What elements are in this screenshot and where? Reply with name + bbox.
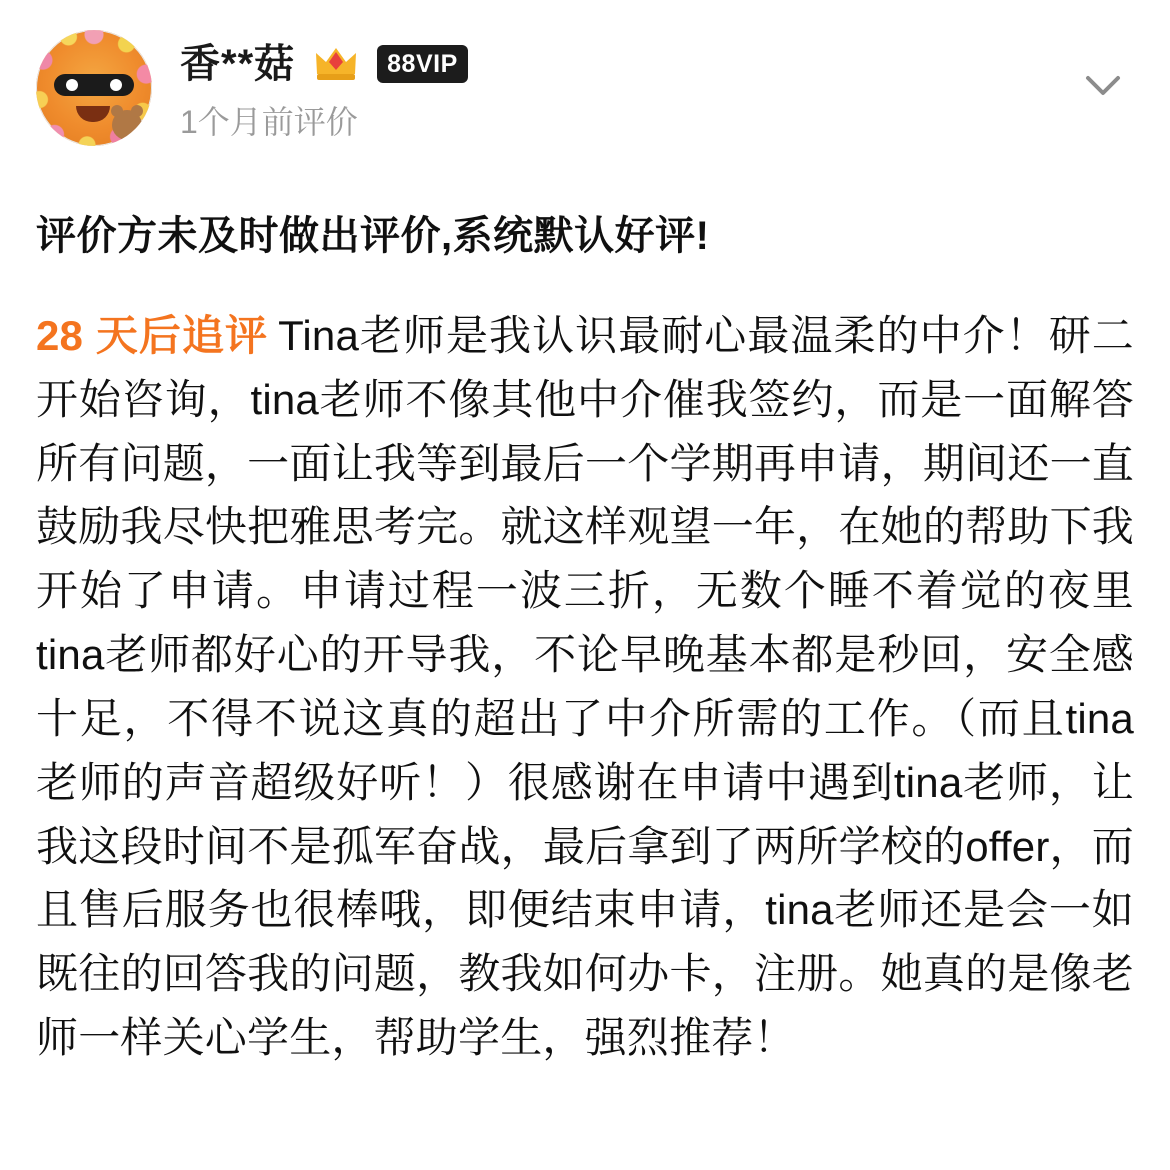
follow-up-tag: 28 天后追评 xyxy=(36,312,269,359)
bear-icon xyxy=(112,110,142,140)
name-row xyxy=(180,38,1134,90)
review-header xyxy=(36,30,1134,170)
chevron-down-icon[interactable] xyxy=(1076,58,1130,112)
user-name: 香**菇 xyxy=(180,42,296,86)
follow-up-comment xyxy=(36,304,1134,1070)
vip-badge: 88VIP xyxy=(377,45,468,83)
sunglasses-icon xyxy=(54,74,134,96)
follow-up-text: Tina老师是我认识最耐心最温柔的中介！研二开始咨询，tina老师不像其他中介催我签约，而是一面解答所有问题，一面让我等到最后一个学期再申请，期间还一直鼓励我尽快把雅思考完。就这样观望一年，在她的帮助下我开始了申请。申请过程一波三折，无数个睡不着觉的夜里tina老师都好心的开导我，不论早晚基本都是秒回，安全感十足，不得不说这真的超出了中介所需的工作。（而且tina老师的声音超级好听！）很感谢在申请中遇到tina老师，让我这段时间不是孤军奋战，最后拿到了两所学校的offer，而且售后服务也很棒哦，即便结束申请，tina老师还是会一如既往的回答我的问题，教我如何办卡，注册。她真的是像老师一样关心学生，帮助学生，强烈推荐！ xyxy=(36,312,1134,1062)
review-body xyxy=(36,210,1134,1070)
review-time: 1个月前评价 xyxy=(180,104,358,140)
avatar[interactable] xyxy=(36,30,152,146)
crown-icon xyxy=(313,44,359,84)
header-text xyxy=(180,30,1134,138)
first-comment-text: 评价方未及时做出评价,系统默认好评! xyxy=(36,214,710,258)
